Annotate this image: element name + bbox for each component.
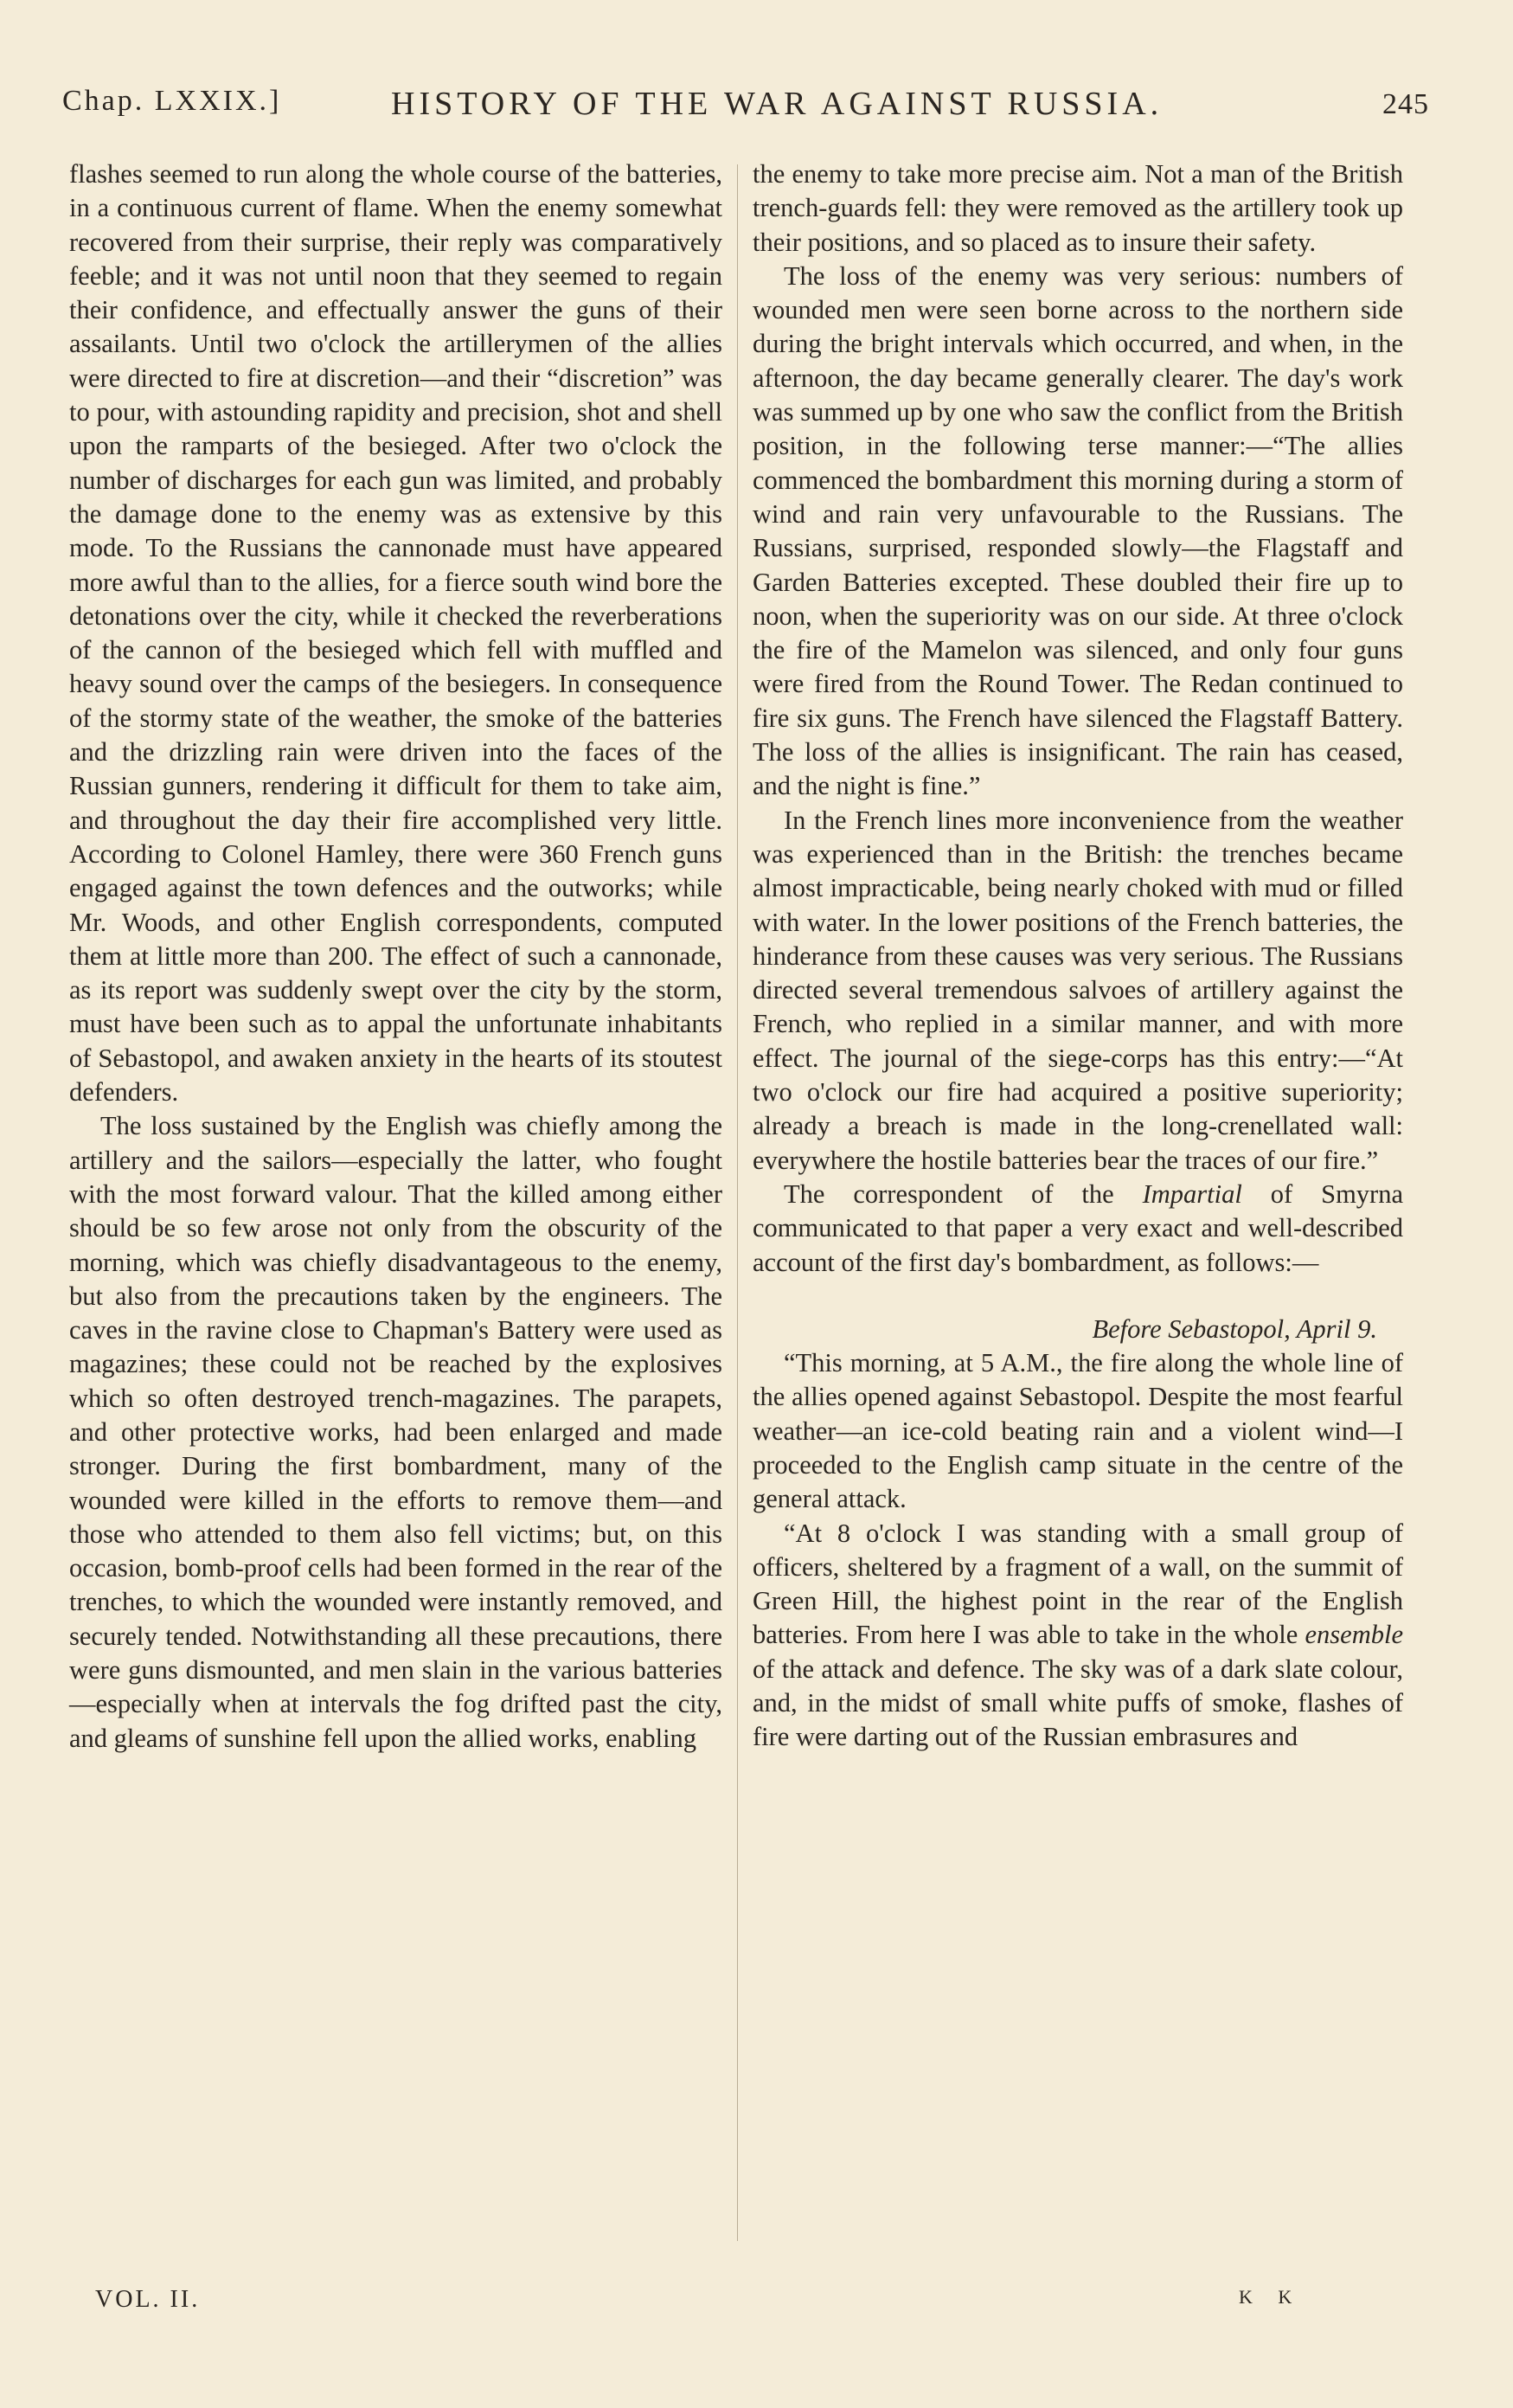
paragraph: flashes seemed to run along the whole course of the batteries, in a continuous current of flame. When the enemy somewhat recovered from their surprise, their reply was comparatively feeble; and it was not until noon that they seemed to regain their confidence, and effectually answer the guns of their assailants. Until two o'clock the artillerymen of the allies were directed to fire at discretion—and their “discretion” was to pour, with astounding rapidity and precision, shot and shell upon the ramparts of the besieged. After two o'clock the number of discharges for each gun was limited, and probably the damage done to the enemy was as extensive by this mode. To the Russians the cannonade must have appeared more awful than to the allies, for a fierce south wind bore the detonations over the city, while it checked the reverberations of the cannon of the besieged which fell with muffled and heavy sound over the camps of the besiegers. In consequence of the stormy state of the weather, the smoke of the batteries and the drizzling rain were driven into the faces of the Russian gunners, rendering it difficult for them to take aim, and throughout the day their fire accomplished very little. According to Colonel Hamley, there were 360 French guns engaged against the town defences and the outworks; while Mr. Woods, and other English correspondents, computed them at little more than 200. The effect of such a cannonade, as its report was suddenly swept over the city by the storm, must have been such as to appal the unfortunate inhabitants of Sebastopol, and awaken anxiety in the hearts of its stoutest defenders. xyxy=(69,159,722,1108)
text-run: The correspondent of the xyxy=(784,1178,1143,1209)
paragraph: The loss of the enemy was very serious: numbers of wounded men were seen borne across to the northern side during the bright intervals which occurred, and when, in the afternoon, the day became generally clearer. The day's work was summed up by one who saw the conflict from the British position, in the following terse manner:—“The allies commenced the bombardment this morning during a storm of wind and rain very unfavourable to the Russians. The Russians, surprised, responded slowly—the Flagstaff and Garden Batteries excepted. These doubled their fire up to noon, when the superiority was on our side. At three o'clock the fire of the Mamelon was silenced, and only four guns were fired from the Round Tower. The Redan continued to fire six guns. The French have silenced the Flagstaff Battery. The loss of the allies is insignificant. The rain has ceased, and the night is fine.” xyxy=(753,260,1403,801)
chapter-label: Chap. LXXIX.] xyxy=(62,85,282,117)
paragraph xyxy=(753,1517,1403,1755)
left-column xyxy=(69,157,722,2251)
paragraph: “This morning, at 5 A.M., the fire along the whole line of the allies opened against Sebastopol. Despite the most fearful weather—an ice-cold beating rain and a violent wind—I proceeded to the English camp situate in the centre of the general attack. xyxy=(753,1348,1403,1514)
text-run: “At 8 o'clock I was standing with a small group of officers, sheltered by a fragment of a wall, on the summit of Green Hill, the highest point in the rear of the English batteries. From here I was able to take in the whole xyxy=(753,1518,1403,1650)
paragraph: The loss sustained by the English was chiefly among the artillery and the sailors—especially the latter, who fought with the most forward valour. That the killed among either should be so few arose not only from the obscurity of the morning, which was chiefly disadvantageous to the enemy, but also from the precautions taken by the engineers. The caves in the ravine close to Chapman's Battery were used as magazines; these could not be reached by the explosives which so often destroyed trench-magazines. The parapets, and other protective works, had been enlarged and made stronger. During the first bombardment, many of the wounded were killed in the efforts to remove them—and those who attended to them also fell victims; but, on this occasion, bomb-proof cells had been formed in the rear of the trenches, to which the wounded were instantly removed, and securely tended. Notwithstanding all these precautions, there were guns dismounted, and men slain in the various batteries—especially when at intervals the fog drifted past the city, and gleams of sunshine fell upon the allied works, enabling xyxy=(69,1111,722,1753)
right-column xyxy=(753,157,1403,2251)
page-number: 245 xyxy=(1382,88,1429,120)
running-header xyxy=(62,80,1429,140)
italic-term: ensemble xyxy=(1305,1620,1403,1650)
text-run: of Smyrna communicated to that paper a very exact and well-described account of the first day's bombardment, as follows:— xyxy=(753,1178,1404,1277)
volume-label: VOL. II. xyxy=(95,2286,201,2313)
paragraph: In the French lines more inconvenience from the weather was experienced than in the British: the trenches became almost impracticable, being nearly choked with mud or filled with water. In the lower positions of the French batteries, the hinderance from these causes was very serious. The Russians directed several tremendous salvoes of artillery against the French, who replied in a similar manner, and with more effect. The journal of the siege-corps has this entry:—“At two o'clock our fire had acquired a positive superiority; already a breach is made in the long-crenellated wall: everywhere the hostile batteries bear the traces of our fire.” xyxy=(753,805,1403,1175)
column-divider xyxy=(737,164,738,2241)
text-run: of the attack and defence. The sky was of a dark slate colour, and, in the midst of small white puffs of smoke, flashes of fire were darting out of the Russian embrasures and xyxy=(753,1653,1403,1752)
paragraph: the enemy to take more precise aim. Not a man of the British trench-guards fell: they were removed as the artillery took up their positions, and so placed as to insure their safety. xyxy=(753,159,1403,257)
dateline: Before Sebastopol, April 9. xyxy=(1092,1313,1377,1344)
publication-name: Impartial xyxy=(1142,1178,1242,1209)
page-title: HISTORY OF THE WAR AGAINST RUSSIA. xyxy=(391,86,1164,122)
signature-mark: K K xyxy=(1239,2286,1303,2308)
paragraph xyxy=(753,1178,1403,1280)
